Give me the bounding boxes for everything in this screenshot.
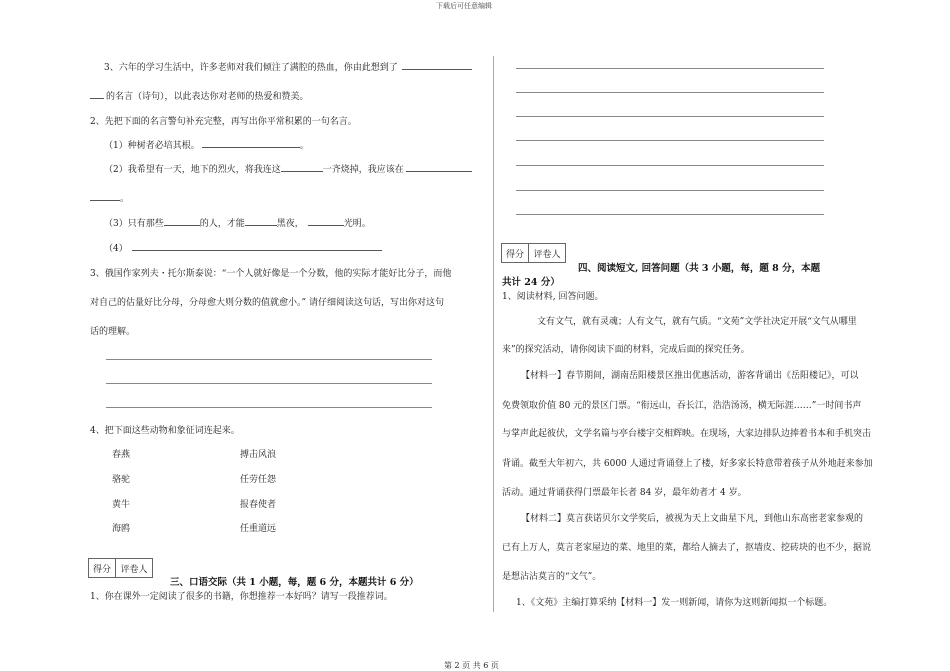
answer-line[interactable] <box>516 92 824 93</box>
answer-blank[interactable] <box>90 89 104 99</box>
passage-line: 文有文气，就有灵魂；人有文气，就有气质。“文苑”文学社决定开展“文气从哪里 <box>537 317 857 327</box>
q3b-line1: 3、俄国作家列夫・托尔斯泰说：“一个人就好像是一个分数，他的实际才能好比分子，而他 <box>90 269 452 279</box>
passage-line: 活动。通过背诵获得门票最年长者 84 岁，最年幼者才 4 岁。 <box>502 488 747 498</box>
q2-title: 2、先把下面的名言警句补充完整，再写出你平常积累的一句名言。 <box>90 117 357 127</box>
q4-title: 4、把下面这些动物和象征词连起来。 <box>90 426 240 436</box>
q2-item3-text-b: 的人，才能 <box>199 219 245 229</box>
answer-blank[interactable] <box>402 60 472 70</box>
q2-item2-text-b: 一齐烧掉，我应该在 <box>322 165 404 175</box>
answer-blank[interactable] <box>308 216 344 226</box>
reading-final-question: 1、《文苑》主编打算采纳【材料一】发一则新闻，请你为这则新闻拟一个标题。 <box>516 598 833 608</box>
q2-item4-text: （4） <box>104 244 128 254</box>
answer-line[interactable] <box>516 214 824 215</box>
symbol-item[interactable]: 报春使者 <box>240 500 277 510</box>
score-label: 得分 <box>89 559 116 577</box>
passage-line: 免费领取价值 80 元的景区门票。“衔远山，吞长江，浩浩汤汤，横无际涯……”一时间书声 <box>502 401 862 411</box>
answer-line[interactable] <box>516 140 824 141</box>
answer-blank[interactable] <box>90 191 120 201</box>
header-note: 下载后可任意编辑 <box>436 2 492 10</box>
animal-item[interactable]: 海鸥 <box>112 524 131 534</box>
q2-item1-end: 。 <box>299 141 309 151</box>
answer-line[interactable] <box>106 359 432 360</box>
page-number: 第 2 页 共 6 页 <box>444 661 499 670</box>
passage-line: 【材料一】春节期间，湖南岳阳楼景区推出优惠活动，游客背诵出《岳阳楼记》，可以 <box>521 371 859 381</box>
q2-item3-text-d: 光明。 <box>343 219 371 229</box>
q3b-line3: 话的理解。 <box>90 327 136 337</box>
score-box <box>501 243 566 263</box>
score-box <box>88 558 153 578</box>
q3-line1-text: 3、六年的学习生活中，许多老师对我们倾注了满腔的热血，你由此想到了 <box>104 63 398 73</box>
answer-line[interactable] <box>516 190 824 191</box>
q2-item3 <box>104 216 371 229</box>
q2-item1-text: （1）种树者必培其根。 <box>104 141 200 151</box>
q3-line2-text: 的名言（诗句），以此表达你对老师的热爱和赞美。 <box>106 92 309 102</box>
answer-blank[interactable] <box>164 216 200 226</box>
passage-line: 与掌声此起彼伏，文学名篇与亭台楼宇交相辉映。在现场，大家边排队边捧着书本和手机突击 <box>502 429 872 439</box>
section4-title-cont: 共计 24 分） <box>502 277 560 288</box>
symbol-item[interactable]: 任劳任怨 <box>240 475 277 485</box>
passage-line: 【材料二】莫言获诺贝尔文学奖后，被视为天上文曲星下凡，到他山东高密老家参观的 <box>521 514 864 524</box>
answer-blank[interactable] <box>281 162 323 172</box>
answer-line[interactable] <box>516 68 824 69</box>
q2-item1 <box>104 138 309 151</box>
q3-line2 <box>90 89 309 102</box>
answer-line[interactable] <box>106 407 432 408</box>
score-label: 得分 <box>502 244 529 262</box>
passage-line: 已有上万人，莫言老家屋边的菜、地里的菜，都给人摘去了，抠墙皮、挖砖块的也不少，据说 <box>502 543 872 553</box>
answer-line[interactable] <box>106 383 432 384</box>
column-divider <box>493 56 494 612</box>
reading-q1: 1、阅读材料, 回答问题。 <box>502 292 604 302</box>
grader-label: 评卷人 <box>120 564 148 575</box>
q2-item3-text-a: （3）只有那些 <box>104 219 164 229</box>
passage-line: 来”的探究活动，请你阅读下面的材料，完成后面的探究任务。 <box>502 345 750 355</box>
q2-item3-text-c: 黑夜， <box>276 219 304 229</box>
passage-line: 背诵。截至大年初六，共 6000 人通过背诵登上了楼，好多家长特意带着孩子从外地赶来参加 <box>502 459 873 469</box>
symbol-item[interactable]: 搏击风浪 <box>240 450 277 460</box>
answer-blank[interactable] <box>245 216 277 226</box>
q2-item2-end: 。 <box>120 194 130 204</box>
q2-item4 <box>104 241 382 254</box>
symbol-item[interactable]: 任重道远 <box>240 524 277 534</box>
answer-line[interactable] <box>516 116 824 117</box>
section3-q1: 1、你在课外一定阅读了很多的书籍，你想推荐一本好吗？请写一段推荐词。 <box>90 592 393 602</box>
answer-line[interactable] <box>516 165 824 166</box>
animal-item[interactable]: 春燕 <box>112 450 131 460</box>
q2-item2-text-a: （2）我希望有一天，地下的烈火，将我连这 <box>104 165 281 175</box>
passage-line: 是想沾沾莫言的“文气”。 <box>502 572 602 582</box>
section3-title: 三、口语交际（共 1 小题，每，题 6 分，本题共计 6 分） <box>170 577 419 588</box>
answer-blank[interactable] <box>132 241 382 251</box>
answer-blank[interactable] <box>406 162 472 172</box>
grader-label: 评卷人 <box>533 249 561 260</box>
q3-line1 <box>104 60 472 73</box>
answer-blank[interactable] <box>202 138 300 148</box>
animal-item[interactable]: 骆驼 <box>112 475 131 485</box>
q3b-line2: 对自己的估量好比分母，分母愈大则分数的值就愈小。” 请仔细阅读这句话，写出你对这句 <box>90 298 444 308</box>
q2-item2-cont <box>90 191 129 204</box>
q2-item2 <box>104 162 472 175</box>
section4-title: 四、阅读短文, 回答问题（共 3 小题，每，题 8 分，本题 <box>578 263 821 274</box>
animal-item[interactable]: 黄牛 <box>112 500 131 510</box>
